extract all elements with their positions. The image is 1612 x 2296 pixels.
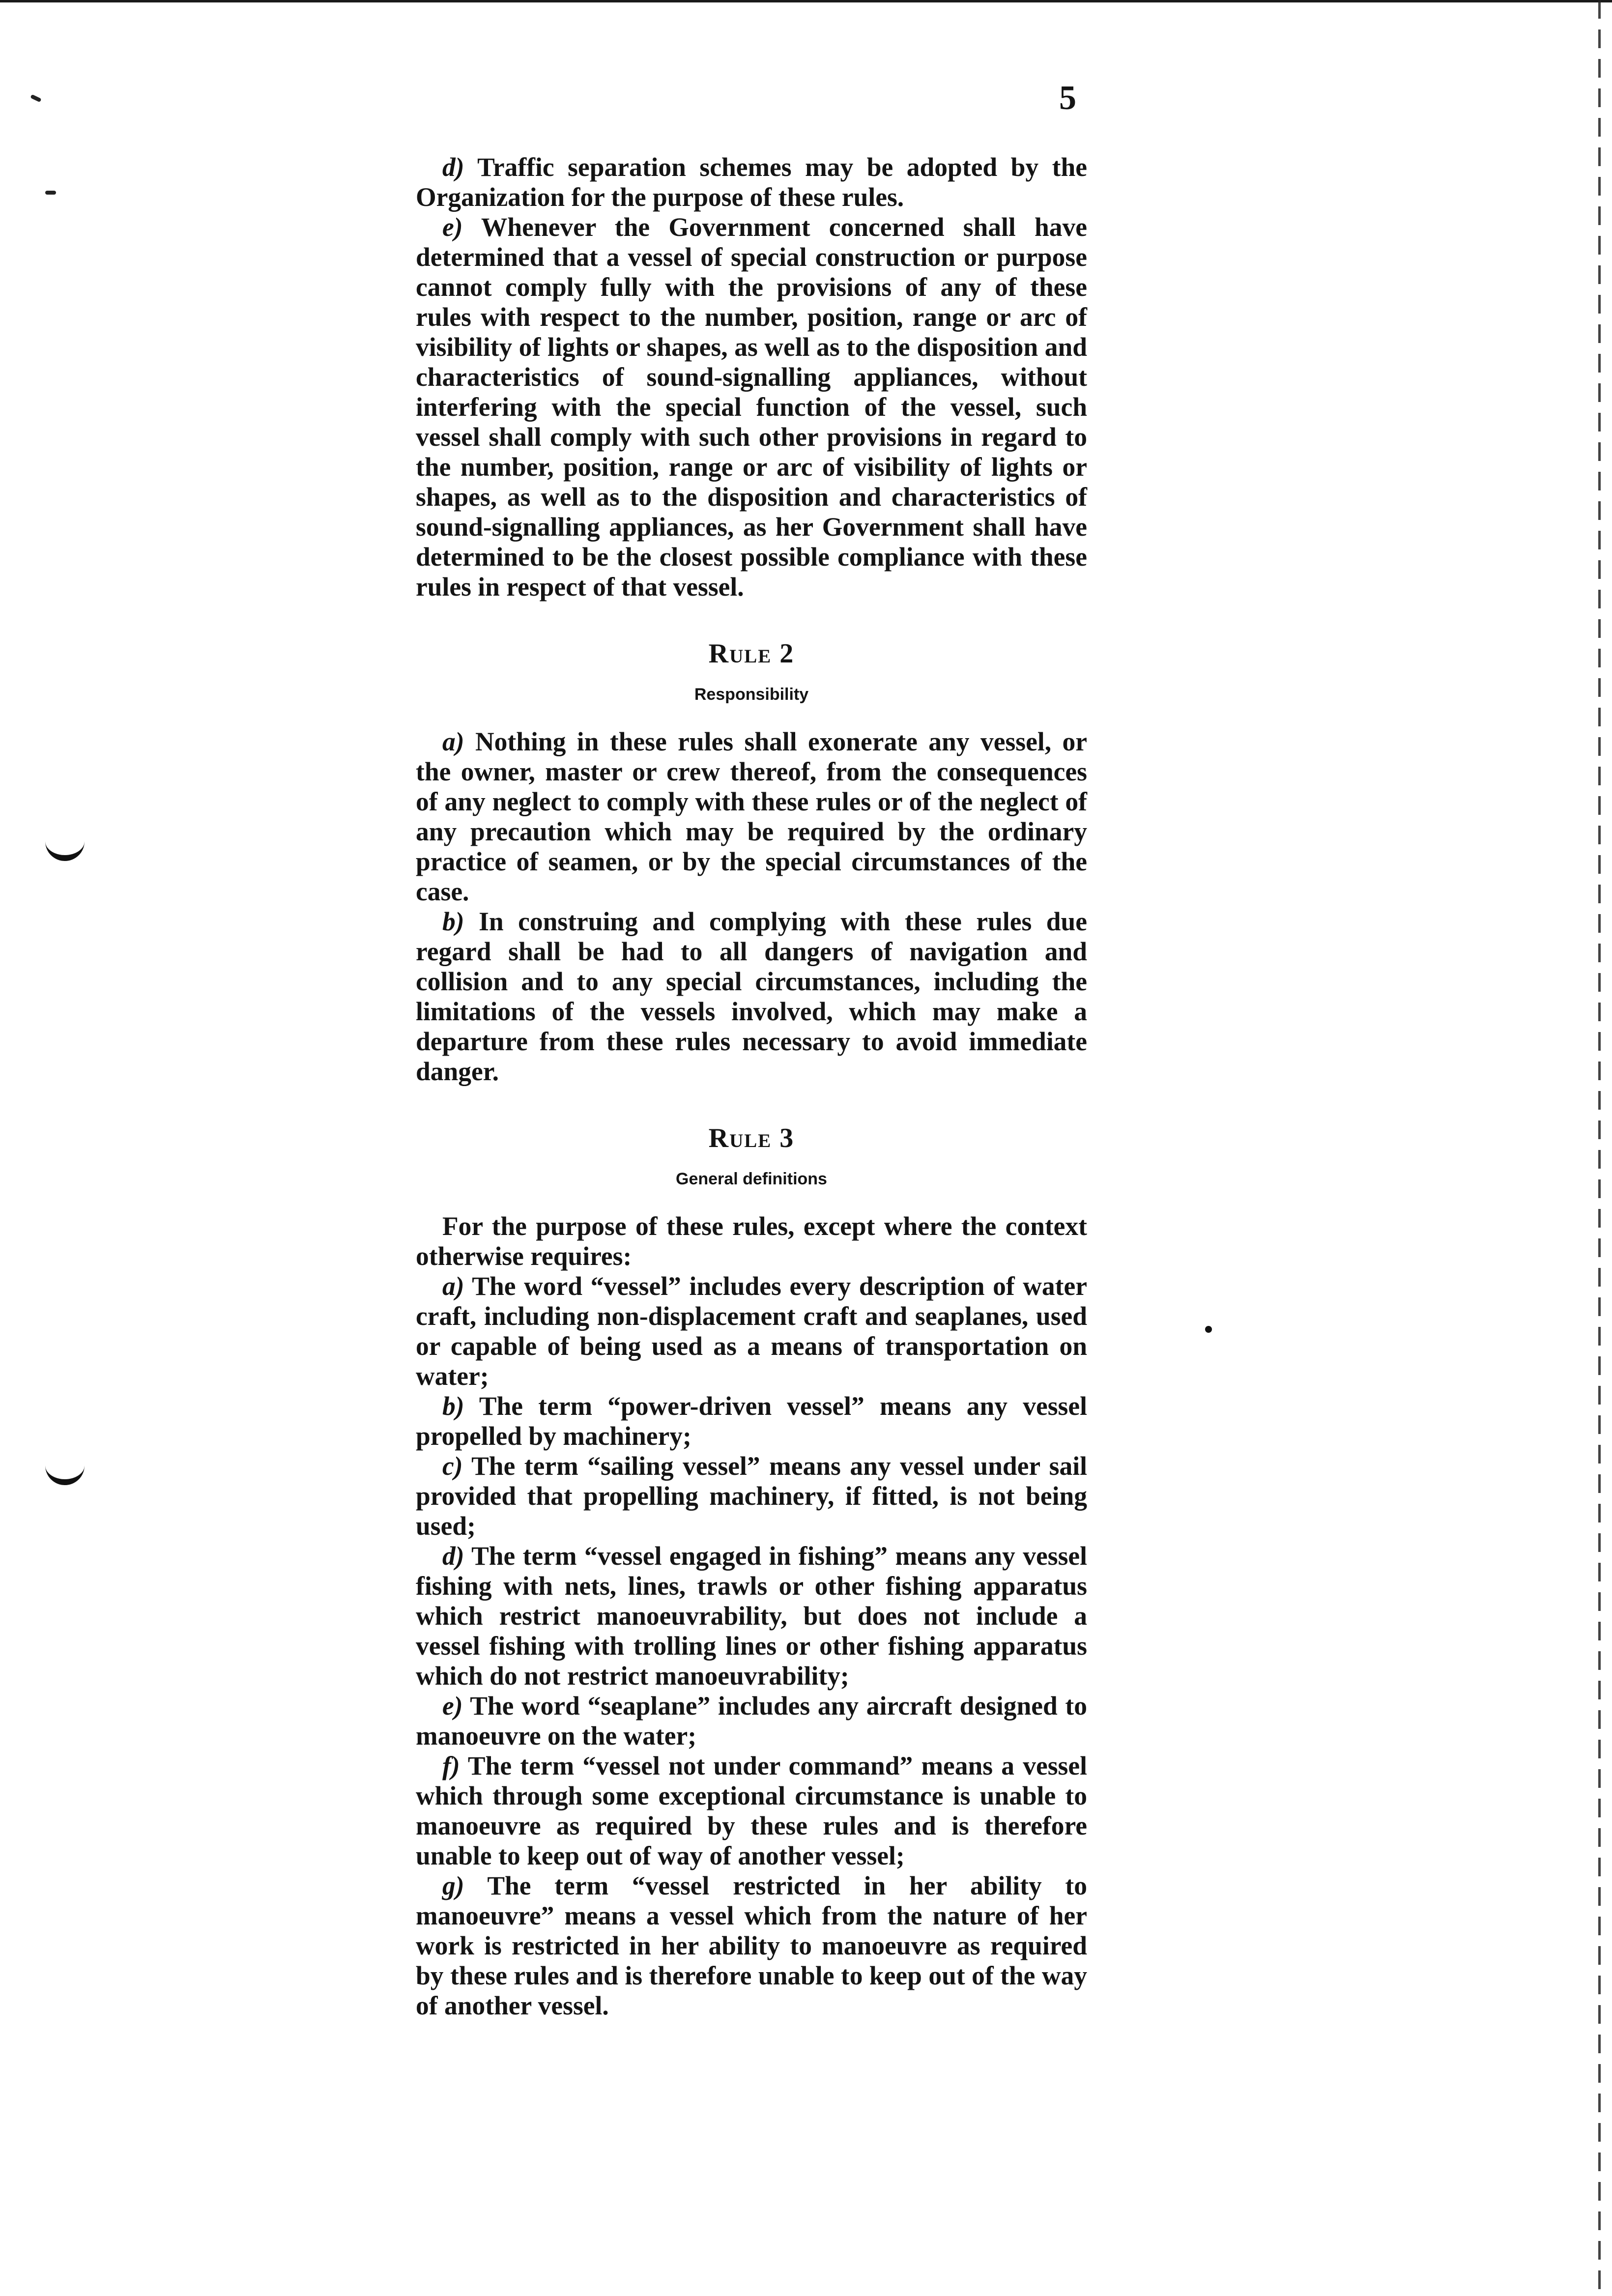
paragraph-marker: d) [442,1541,464,1571]
paragraph-text: The term “power-driven vessel” means any vessel propelled by machinery; [416,1391,1087,1451]
scan-top-edge [0,0,1612,2]
paragraph-marker: e) [442,1691,463,1721]
rule-3 [416,1121,1087,2021]
paragraph-marker: a) [442,727,464,756]
punch-hole-mark [45,1460,85,1485]
scan-mark [45,191,56,195]
paragraph-text: The term “sailing vessel” means any vessel under sail provided that propelling machinery, if fitted, is not being used; [416,1451,1087,1541]
paragraph-text: The word “seaplane” includes any aircraft designed to manoeuvre on the water; [416,1691,1087,1751]
scan-mark [30,94,41,103]
page-number: 5 [1059,79,1076,117]
rule-subtitle: Responsibility [694,685,809,704]
paragraph [416,907,1087,1087]
paragraph-text: Whenever the Government concerned shall have determined that a vessel of special construction or purpose cannot comply fully with the provisions of any of these rules with respect to the number, position, range or arc of visibility of lights or shapes, as well as to the disposition and characteristics of sound-signalling appliances, without interfering with the special function of the vessel, such vessel shall comply with such other provisions in regard to the number, position, range or arc of visibility of lights or shapes, as well as to the disposition and characteristics of sound-signalling appliances, as her Government shall have determined to be the closest possible compliance with these rules in respect of that vessel. [416,212,1087,602]
rule-intro: For the purpose of these rules, except where the context otherwise requires: [416,1211,1087,1271]
paragraph-marker: c) [442,1451,463,1481]
paragraph [416,1691,1087,1751]
paragraph [416,1391,1087,1451]
paragraph-text: In construing and complying with these rules due regard shall be had to all dangers of navigation and collision and to any special circumstances, including the limitations of the vessels involved, which may make a departure from these rules necessary to avoid immediate danger. [416,907,1088,1086]
paragraph-marker: b) [442,907,464,936]
paragraph [416,1871,1087,2021]
paragraph-text: The term “vessel restricted in her ability to manoeuvre” means a vessel which from the nature of her work is restricted in her ability to manoeuvre as required by these rules and is therefore unable to keep out of the way of another vessel. [416,1871,1087,2020]
paragraph-marker: d) [442,152,464,182]
paragraph [416,1271,1087,1391]
paragraph [416,212,1087,602]
paragraph-text: Nothing in these rules shall exonerate any vessel, or the owner, master or crew thereof, from the consequences of any neglect to comply with these rules or of the neglect of any precaution which may be required by the ordinary practice of seamen, or by the special circumstances of the case. [416,727,1087,906]
rule-subtitle: General definitions [676,1170,827,1188]
paragraph-marker: b) [442,1391,464,1421]
paragraph [416,1541,1087,1691]
punch-hole-mark [45,835,85,861]
paragraph [416,1451,1087,1541]
paragraph-text: The term “vessel not under command” means a vessel which through some exceptional circumstance is unable to manoeuvre as required by these rules and is therefore unable to keep out of way of another vessel; [416,1751,1087,1870]
scan-speck [1205,1326,1212,1333]
paragraph [416,152,1087,212]
paragraph-text: The word “vessel” includes every description of water craft, including non-displacement craft and seaplanes, used or capable of being used as a means of transportation on water; [416,1271,1087,1391]
rule-2 [416,636,1087,1087]
paragraph-marker: e) [442,212,463,242]
paragraph [416,727,1087,907]
paragraph-marker: f) [442,1751,460,1780]
text-column [416,152,1087,2021]
rule-1-continued [416,152,1087,602]
paragraph-marker: a) [442,1271,464,1301]
paragraph-text: The term “vessel engaged in fishing” means any vessel fishing with nets, lines, trawls or other fishing apparatus which restrict manoeuvrability, but does not include a vessel fishing with trolling lines or other fishing apparatus which do not restrict manoeuvrability; [416,1541,1087,1691]
paragraph-marker: g) [442,1871,464,1900]
paragraph-text: Traffic separation schemes may be adopted by the Organization for the purpose of these rules. [416,152,1087,212]
rule-heading: Rule 2 [708,638,795,669]
scan-right-edge [1598,0,1601,2296]
paragraph [416,1751,1087,1871]
rule-heading: Rule 3 [708,1123,795,1153]
